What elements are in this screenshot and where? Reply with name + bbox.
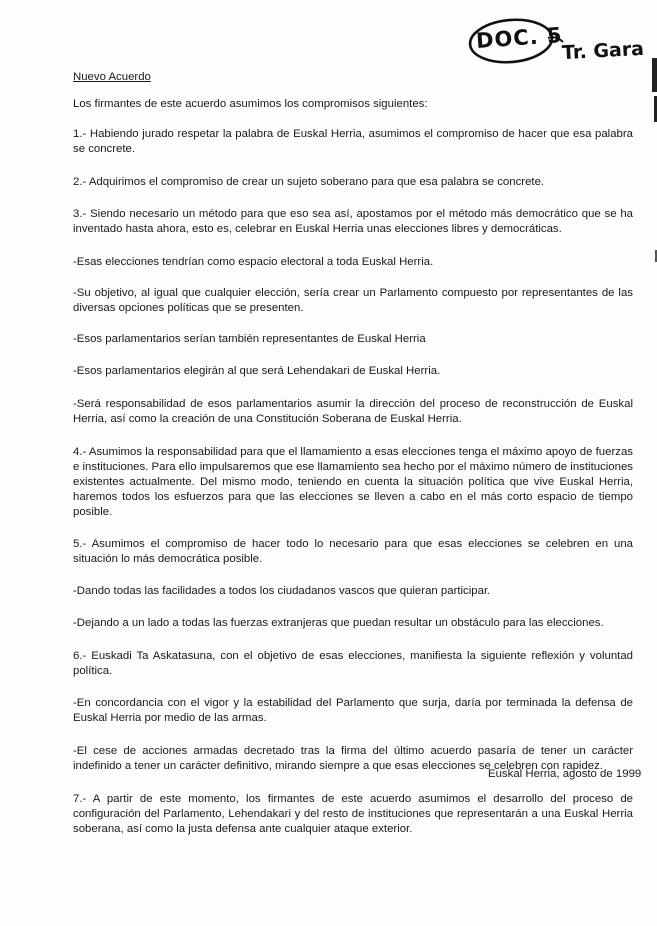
paragraph: 3.- Siendo necesario un método para que eso sea así, apostamos por el método más democrático que se ha inventado hasta ahora, esto es, celebrar en Euskal Herria unas elecciones libres y democráticas. (73, 208, 633, 235)
document-title: Nuevo Acuerdo (73, 71, 151, 83)
paragraph: -En concordancia con el vigor y la estabilidad del Parlamento que surja, daría por terminada la defensa de Euskal Herria por medio de las armas. (73, 697, 633, 724)
paragraph: -El cese de acciones armadas decretado tras la firma del último acuerdo pasaría de tener un carácter indefinido a tener un carácter definitivo, mirando siempre a que esas elecciones se celebren con rapidez. (73, 745, 633, 772)
paragraph: 2.- Adquirimos el compromiso de crear un sujeto soberano para que esa palabra se concrete. (73, 176, 545, 188)
paragraph: 1.- Habiendo jurado respetar la palabra de Euskal Herria, asumimos el compromiso de hacer que esa palabra se concrete. (73, 128, 633, 155)
paragraph: -Esos parlamentarios elegirán al que será Lehendakari de Euskal Herria. (73, 365, 441, 377)
document-signature: Euskal Herria, agosto de 1999 (488, 768, 642, 780)
paragraph: -Su objetivo, al igual que cualquier elección, sería crear un Parlamento compuesto por representantes de las diversas opciones políticas que se presenten. (73, 287, 633, 314)
paragraph: -Dejando a un lado a todas las fuerzas extranjeras que puedan resultar un obstáculo para las elecciones. (73, 617, 604, 629)
paragraph: -Será responsabilidad de esos parlamentarios asumir la dirección del proceso de reconstrucción de Euskal Herria, así como la creación de una Constitución Soberana de Euskal Herria. (73, 398, 633, 425)
paragraph: 7.- A partir de este momento, los firmantes de este acuerdo asumimos el desarrollo del proceso de configuración del Parlamento, Lehendakari y del resto de instituciones que representarán a una Euskal Herria soberana, así como la justa defensa ante cualquier ataque exterior. (73, 793, 633, 835)
stamp-tr-label: Tr. Gara (561, 37, 645, 65)
document-body (73, 70, 633, 837)
paragraph: 5.- Asumimos el compromiso de hacer todo lo necesario para que esas elecciones se celebren en una situación lo más democrática posible. (73, 538, 633, 565)
paragraph: -Dando todas las facilidades a todos los ciudadanos vascos que quieran participar. (73, 585, 491, 597)
paragraph: -Esas elecciones tendrían como espacio electoral a toda Euskal Herria. (73, 256, 434, 268)
paragraph: 4.- Asumimos la responsabilidad para que el llamamiento a esas elecciones tenga el máximo apoyo de fuerzas e instituciones. Para ello impulsaremos que ese llamamiento sea hecho por el máximo número de instituciones existentes actualmente. Del mismo modo, teniendo en cuenta la situación política que vive Euskal Herria, haremos todos los esfuerzos para que las elecciones se lleven a cabo en el más corto espacio de tiempo posible. (73, 446, 633, 518)
handwritten-stamp (466, 14, 651, 74)
paragraph: -Esos parlamentarios serían también representantes de Euskal Herria (73, 333, 426, 345)
paragraph: 6.- Euskadi Ta Askatasuna, con el objetivo de esas elecciones, manifiesta la siguiente reflexión y voluntad política. (73, 650, 633, 677)
stamp-doc-label: DOC. 5 (475, 23, 564, 53)
paragraph: Los firmantes de este acuerdo asumimos los compromisos siguientes: (73, 98, 428, 110)
scan-edge-mark (652, 58, 657, 92)
